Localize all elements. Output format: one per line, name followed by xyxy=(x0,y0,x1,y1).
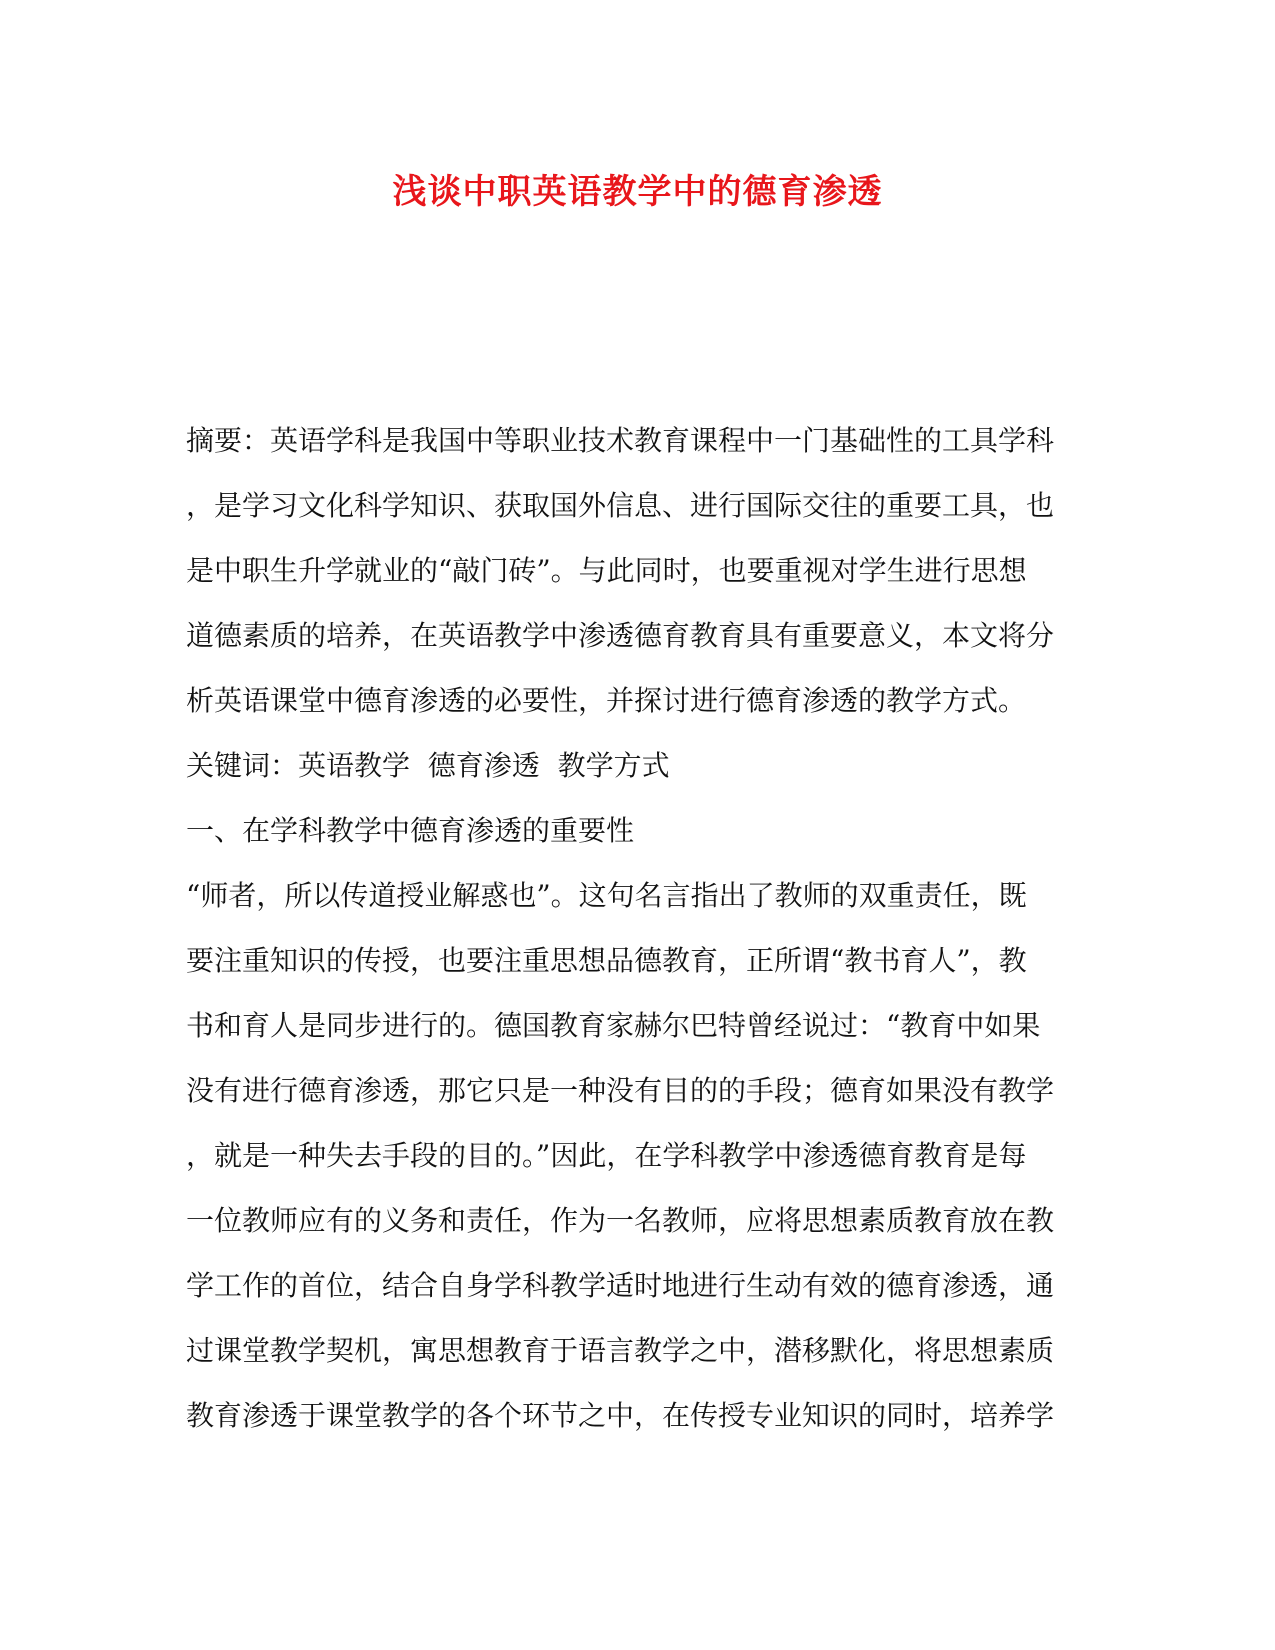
document-title: 浅谈中职英语教学中的德育渗透 xyxy=(392,172,883,212)
section-heading: 一、在学科教学中德育渗透的重要性 xyxy=(186,814,635,847)
text-line: 过课堂教学契机，寓思想教育于语言教学之中，潜移默化，将思想素质 xyxy=(186,1334,1055,1367)
text-line: 学工作的首位，结合自身学科教学适时地进行生动有效的德育渗透，通 xyxy=(186,1269,1055,1302)
text-line: ，就是一种失去手段的目的。”因此，在学科教学中渗透德育教育是每 xyxy=(186,1139,1027,1172)
text-line: 教育渗透于课堂教学的各个环节之中，在传授专业知识的同时，培养学 xyxy=(186,1399,1055,1432)
text-line: 要注重知识的传授，也要注重思想品德教育，正所谓“教书育人”，教 xyxy=(186,944,1027,977)
text-line: 没有进行德育渗透，那它只是一种没有目的的手段；德育如果没有教学 xyxy=(186,1074,1055,1107)
text-line: 是中职生升学就业的“敲门砖”。与此同时，也要重视对学生进行思想 xyxy=(186,554,1027,587)
text-line: 摘要：英语学科是我国中等职业技术教育课程中一门基础性的工具学科 xyxy=(186,424,1055,457)
text-line: 析英语课堂中德育渗透的必要性，并探讨进行德育渗透的教学方式。 xyxy=(186,684,1027,717)
text-line: ，是学习文化科学知识、获取国外信息、进行国际交往的重要工具，也 xyxy=(186,489,1055,522)
text-line: 道德素质的培养，在英语教学中渗透德育教育具有重要意义，本文将分 xyxy=(186,619,1055,652)
keywords-line: 关键词：英语教学 德育渗透 教学方式 xyxy=(186,749,670,782)
text-line: 一位教师应有的义务和责任，作为一名教师，应将思想素质教育放在教 xyxy=(186,1204,1055,1237)
text-line: “师者，所以传道授业解惑也”。这句名言指出了教师的双重责任，既 xyxy=(186,879,1027,912)
document-body xyxy=(186,408,1086,1448)
text-line: 书和育人是同步进行的。德国教育家赫尔巴特曾经说过：“教育中如果 xyxy=(186,1009,1041,1042)
